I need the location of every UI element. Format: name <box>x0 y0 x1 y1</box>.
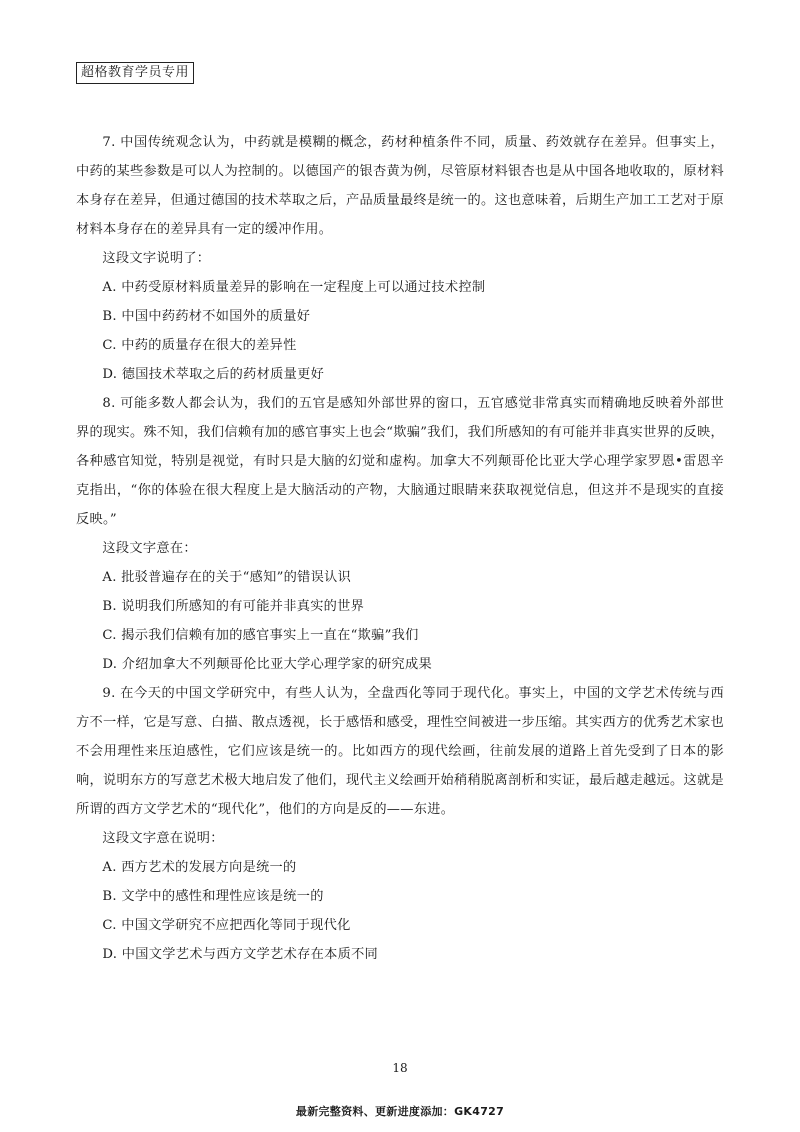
footer-note: 最新完整资料、更新进度添加：GK4727 <box>295 1105 505 1118</box>
question-7-option-c: C. 中药的质量存在很大的差异性 <box>102 338 297 353</box>
question-7-prompt: 这段文字说明了： <box>102 251 211 266</box>
question-8-option-a: A. 批驳普遍存在的关于“感知”的错误认识 <box>102 570 352 585</box>
question-8 <box>76 389 724 679</box>
question-7 <box>76 128 724 389</box>
question-7-option-a: A. 中药受原材料质量差异的影响在一定程度上可以通过技术控制 <box>102 280 486 295</box>
page-number: 18 <box>392 1061 408 1075</box>
question-8-option-d: D. 介绍加拿大不列颠哥伦比亚大学心理学家的研究成果 <box>102 657 432 672</box>
question-7-stem: 7. 中国传统观念认为，中药就是模糊的概念，药材种植条件不同，质量、药效就存在差异。但事实上，中药的某些参数是可以人为控制的。以德国产的银杏黄为例，尽管原材料银杏也是从中国各地收取的，原材料本身存在差异，但通过德国的技术萃取之后，产品质量最终是统一的。这也意味着，后期生产加工工艺对于原材料本身存在的差异具有一定的缓冲作用。 <box>76 135 724 237</box>
header-label: 超格教育学员专用 <box>81 65 190 80</box>
question-9-option-a: A. 西方艺术的发展方向是统一的 <box>102 860 297 875</box>
question-8-option-b: B. 说明我们所感知的有可能并非真实的世界 <box>102 599 365 614</box>
question-9-prompt: 这段文字意在说明： <box>102 831 224 846</box>
question-9-stem: 9. 在今天的中国文学研究中，有些人认为，全盘西化等同于现代化。事实上，中国的文学艺术传统与西方不一样，它是写意、白描、散点透视，长于感悟和感受，理性空间被进一步压缩。其实西方的优秀艺术家也不会用理性来压迫感性，它们应该是统一的。比如西方的现代绘画，往前发展的道路上首先受到了日本的影响，说明东方的写意艺术极大地启发了他们，现代主义绘画开始稍稍脱离剖析和实证，最后越走越远。这就是所谓的西方文学艺术的“现代化”，他们的方向是反的——东进。 <box>76 686 724 817</box>
question-8-option-c: C. 揭示我们信赖有加的感官事实上一直在“欺骗”我们 <box>102 628 419 643</box>
header-label-box <box>76 62 194 84</box>
question-7-option-d: D. 德国技术萃取之后的药材质量更好 <box>102 367 325 382</box>
question-9-option-c: C. 中国文学研究不应把西化等同于现代化 <box>102 918 351 933</box>
question-9-option-d: D. 中国文学艺术与西方文学艺术存在本质不同 <box>102 947 379 962</box>
question-9-option-b: B. 文学中的感性和理性应该是统一的 <box>102 889 324 904</box>
question-7-option-b: B. 中国中药药材不如国外的质量好 <box>102 309 311 324</box>
question-content <box>76 128 724 969</box>
question-8-prompt: 这段文字意在： <box>102 541 197 556</box>
question-9 <box>76 679 724 969</box>
question-8-stem: 8. 可能多数人都会认为，我们的五官是感知外部世界的窗口，五官感觉非常真实而精确地反映着外部世界的现实。殊不知，我们信赖有加的感官事实上也会“欺骗”我们，我们所感知的有可能并非真实世界的反映，各种感官知觉，特别是视觉，有时只是大脑的幻觉和虚构。加拿大不列颠哥伦比亚大学心理学家罗恩•雷恩辛克指出，“你的体验在很大程度上是大脑活动的产物，大脑通过眼睛来获取视觉信息，但这并不是现实的直接反映。” <box>76 396 724 527</box>
